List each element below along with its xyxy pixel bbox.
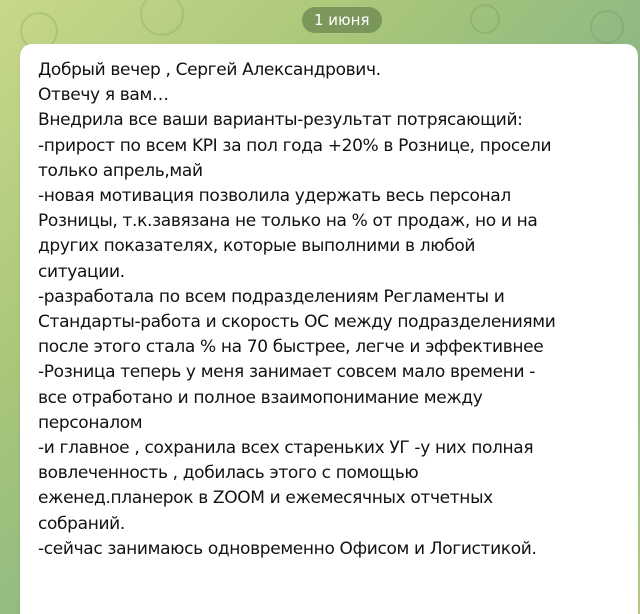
wallpaper-doodle xyxy=(470,4,500,34)
message-line: Добрый вечер , Сергей Александрович. xyxy=(38,60,381,80)
message-line: других показателях, которые выполними в любой xyxy=(38,236,476,257)
message-line: -Розница теперь у меня занимает совсем мало времени - xyxy=(38,362,536,383)
message-line: -новая мотивация позволила удержать весь персонал xyxy=(38,186,511,207)
message-line: только апрель,май xyxy=(38,160,203,181)
message-line: ситуации. xyxy=(38,261,125,282)
message-bubble[interactable] xyxy=(20,44,638,614)
message-line: -и главное , сохранила всех старeньких УГ -у них полная xyxy=(38,438,534,459)
message-text xyxy=(38,58,628,562)
message-line: Розницы, т.к.завязана не только на % от продаж, но и на xyxy=(38,211,538,232)
message-line: -прирост по всем KPI за пол года +20% в Рознице, просели xyxy=(38,135,552,156)
message-line: все отработано и полное взаимопонимание между xyxy=(38,387,483,408)
message-line: вовлеченность , добилась этого с помощью xyxy=(38,463,419,484)
message-line: собраний. xyxy=(38,513,125,534)
message-line: Стандарты-работа и скорость ОС между подразделениями xyxy=(38,312,556,333)
wallpaper-doodle xyxy=(590,10,624,44)
message-line: Отвечу я вам… xyxy=(38,85,169,106)
message-line: -сейчас занимаюсь одновременно Офисом и Логистикой. xyxy=(38,538,537,559)
message-line: после этого стала % на 70 быстрее, легче и эффективнее xyxy=(38,337,544,358)
date-separator: 1 июня xyxy=(302,7,382,33)
message-line: Внедрила все ваши варианты-результат потрясающий: xyxy=(38,110,523,131)
wallpaper-doodle xyxy=(140,0,184,36)
message-line: еженед.планерок в ZOOM и ежемесячных отчетных xyxy=(38,488,493,509)
message-line: -разработала по всем подразделениям Регламенты и xyxy=(38,286,505,307)
message-line: персоналом xyxy=(38,412,143,433)
